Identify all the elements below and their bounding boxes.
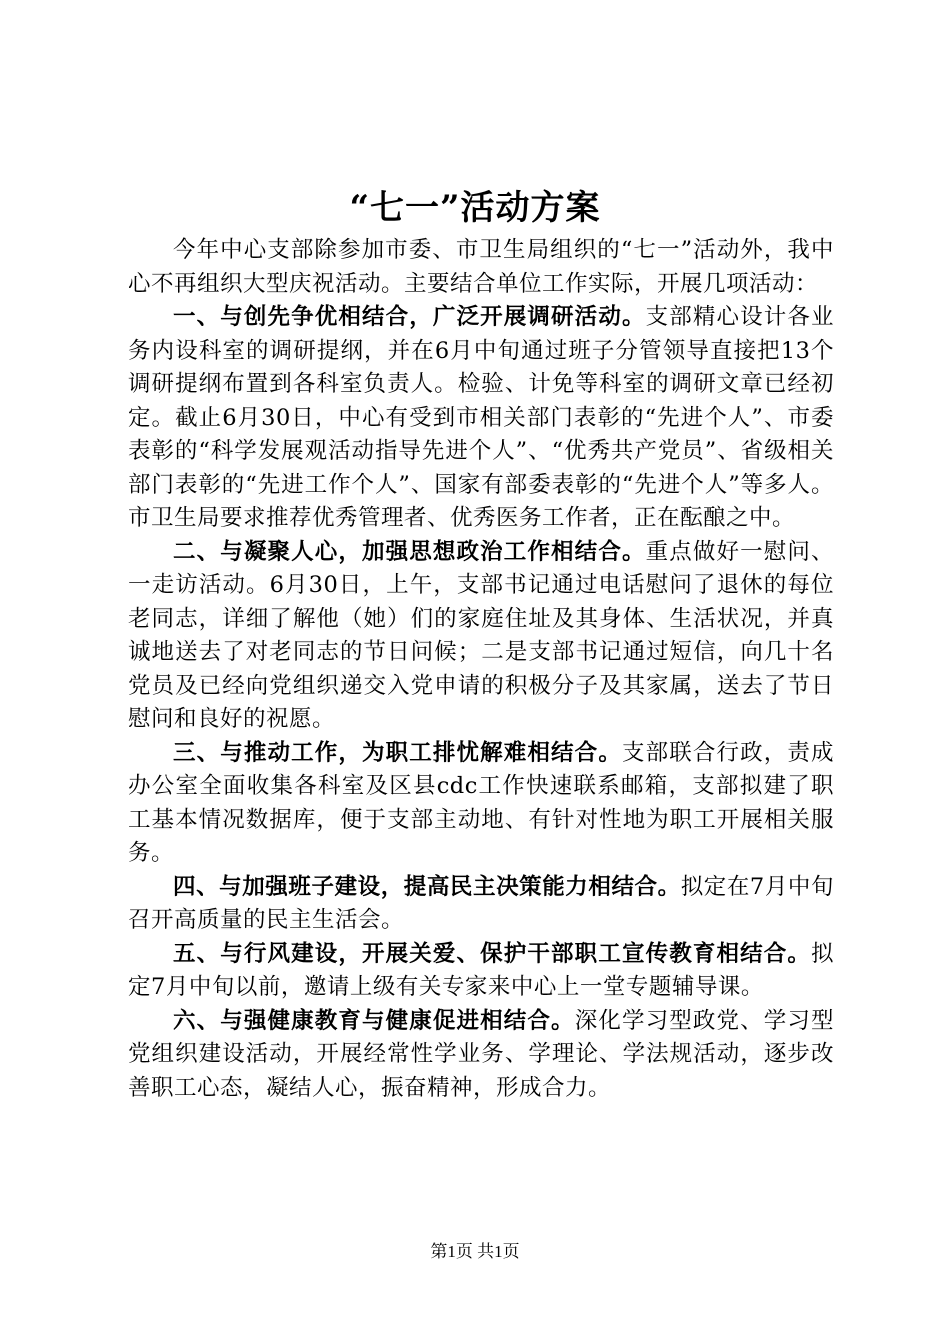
page-footer: 第1页 共1页: [430, 1242, 520, 1261]
section-6-text: 深化学习型政党、学习型党组织建设活动，开展经常性学业务、学理论、学法规活动，逐步改善职工心态，凝结人心，振奋精神，形成合力。: [128, 1007, 834, 1101]
section-6-paragraph: [128, 1005, 834, 1106]
section-2-paragraph: [128, 536, 834, 737]
section-3-heading: 三、与推动工作，为职工排忧解难相结合。: [173, 739, 622, 766]
section-5-text: 拟定7月中旬以前，邀请上级有关专家来中心上一堂专题辅导课。: [128, 940, 834, 1000]
intro-paragraph: [128, 234, 834, 301]
section-6-heading: 六、与强健康教育与健康促进相结合。: [173, 1007, 575, 1034]
section-5-paragraph: [128, 938, 834, 1005]
section-3-paragraph: [128, 737, 834, 871]
section-1-heading: 一、与创先争优相结合，广泛开展调研活动。: [173, 304, 646, 330]
section-1-text: 支部精心设计各业务内设科室的调研提纲，并在6月中旬通过班子分管领导直接把13个调研提纲布置到各科室负责人。检验、计免等科室的调研文章已经初定。截止6月30日，中心有受到市相关部门表彰的“先进个人”、市委表彰的“科学发展观活动指导先进个人”、“优秀共产党员”、省级相关部门表彰的“先进工作个人”、国家有部委表彰的“先进个人”等多人。市卫生局要求推荐优秀管理者、优秀医务工作者，正在酝酿之中。: [128, 304, 834, 531]
document-title: “七一”活动方案: [349, 188, 601, 228]
section-2-heading: 二、与凝聚人心，加强思想政治工作相结合。: [173, 538, 646, 565]
section-2-text: 重点做好一慰问、一走访活动。6月30日，上午，支部书记通过电话慰问了退休的每位老同志，详细了解他（她）们的家庭住址及其身体、生活状况，并真诚地送去了对老同志的节日问候；二是支部书记通过短信，向几十名党员及已经向党组织递交入党申请的积极分子及其家属，送去了节日慰问和良好的祝愿。: [128, 538, 834, 732]
section-5-heading: 五、与行风建设，开展关爱、保护干部职工宣传教育相结合。: [173, 940, 811, 967]
section-4-heading: 四、与加强班子建设，提高民主决策能力相结合。: [173, 873, 681, 900]
section-4-paragraph: [128, 871, 834, 938]
section-1-paragraph: [128, 301, 834, 536]
document-body: [128, 234, 834, 1105]
paragraph-text: 今年中心支部除参加市委、市卫生局组织的“七一”活动外，我中心不再组织大型庆祝活动。主要结合单位工作实际，开展几项活动：: [128, 237, 834, 297]
section-3-text: 支部联合行政，责成办公室全面收集各科室及区县cdc工作快速联系邮箱，支部拟建了职工基本情况数据库，便于支部主动地、有针对性地为职工开展相关服务。: [128, 739, 834, 866]
section-4-text: 拟定在7月中旬召开高质量的民主生活会。: [128, 873, 834, 933]
